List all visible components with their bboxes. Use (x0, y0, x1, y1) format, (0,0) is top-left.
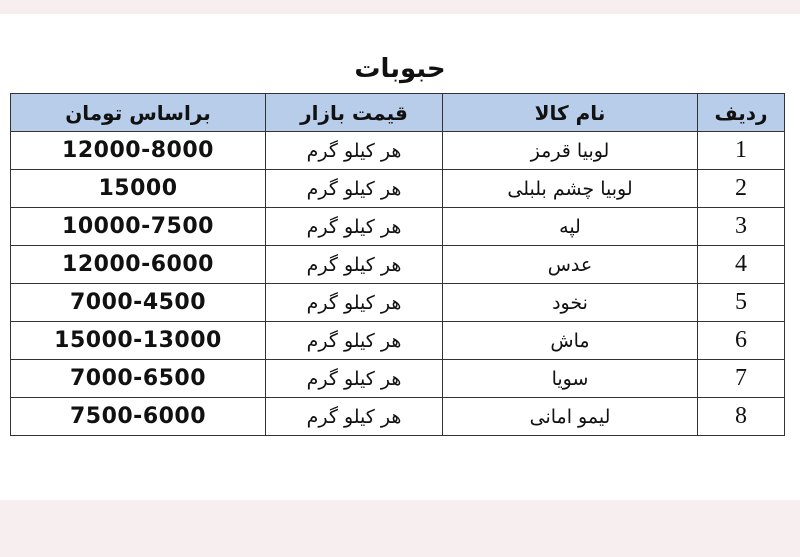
item-name: عدس (443, 246, 698, 284)
header-item-name: نام کالا (443, 94, 698, 132)
unit: هر کیلو گرم (266, 322, 443, 360)
item-name: سویا (443, 360, 698, 398)
row-number: 7 (698, 360, 785, 398)
table-row (11, 284, 785, 322)
price: 12000-6000 (11, 246, 266, 284)
item-name: لیمو امانی (443, 398, 698, 436)
row-number: 2 (698, 170, 785, 208)
item-name: لپه (443, 208, 698, 246)
item-name: نخود (443, 284, 698, 322)
price: 7500-6000 (11, 398, 266, 436)
row-number: 4 (698, 246, 785, 284)
table-row (11, 360, 785, 398)
header-toman: براساس تومان (11, 94, 266, 132)
item-name: ماش (443, 322, 698, 360)
item-name: لوبیا چشم بلبلی (443, 170, 698, 208)
table-row (11, 322, 785, 360)
header-row (11, 94, 785, 132)
price: 15000-13000 (11, 322, 266, 360)
table-row (11, 398, 785, 436)
header-row-number: ردیف (698, 94, 785, 132)
table-row (11, 246, 785, 284)
row-number: 1 (698, 132, 785, 170)
header-market-price: قیمت بازار (266, 94, 443, 132)
price: 12000-8000 (11, 132, 266, 170)
table-row (11, 132, 785, 170)
unit: هر کیلو گرم (266, 208, 443, 246)
unit: هر کیلو گرم (266, 246, 443, 284)
price-table (10, 93, 785, 436)
price: 15000 (11, 170, 266, 208)
table-row (11, 208, 785, 246)
row-number: 5 (698, 284, 785, 322)
unit: هر کیلو گرم (266, 132, 443, 170)
unit: هر کیلو گرم (266, 170, 443, 208)
unit: هر کیلو گرم (266, 360, 443, 398)
price: 7000-6500 (11, 360, 266, 398)
row-number: 6 (698, 322, 785, 360)
item-name: لوبیا قرمز (443, 132, 698, 170)
unit: هر کیلو گرم (266, 284, 443, 322)
row-number: 8 (698, 398, 785, 436)
table-title: حبوبات (354, 54, 446, 84)
price: 7000-4500 (11, 284, 266, 322)
table-row (11, 170, 785, 208)
price: 10000-7500 (11, 208, 266, 246)
row-number: 3 (698, 208, 785, 246)
bottom-band (0, 500, 800, 557)
top-band (0, 0, 800, 14)
unit: هر کیلو گرم (266, 398, 443, 436)
